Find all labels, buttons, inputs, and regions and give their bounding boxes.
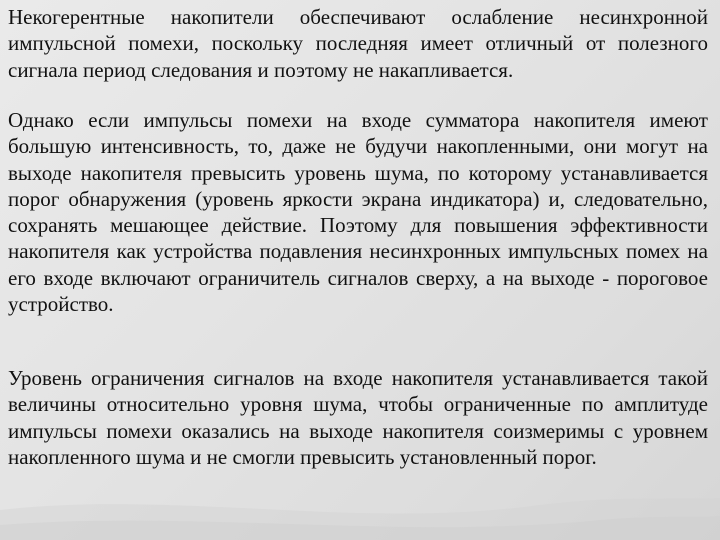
background-wave-decoration bbox=[0, 470, 720, 540]
paragraph-3: Уровень ограничения сигналов на входе накопителя устанавливается такой величины относительно уровня шума, чтобы ограниченные по амплитуде импульсы помехи оказались на выходе накопителя соизмеримы с уровнем накопленного шума и не смогли превысить установленный порог. bbox=[8, 366, 708, 469]
paragraph-2: Однако если импульсы помехи на входе сумматора накопителя имеют большую интенсивность, то, даже не будучи накопленными, они могут на выходе накопителя превысить уровень шума, по которому устанавливается порог обнаружения (уровень яркости экрана индикатора) и, следовательно, сохранять мешающее действие. Поэтому для повышения эффективности накопителя как устройства подавления несинхронных импульсных помех на его входе включают ограничитель сигналов сверху, а на выходе - пороговое устройство. bbox=[8, 108, 708, 317]
paragraph-1: Некогерентные накопители обеспечивают ослабление несинхронной импульсной помехи, поскольку последняя имеет отличный от полезного сигнала период следования и поэтому не накапливается. bbox=[8, 5, 708, 82]
